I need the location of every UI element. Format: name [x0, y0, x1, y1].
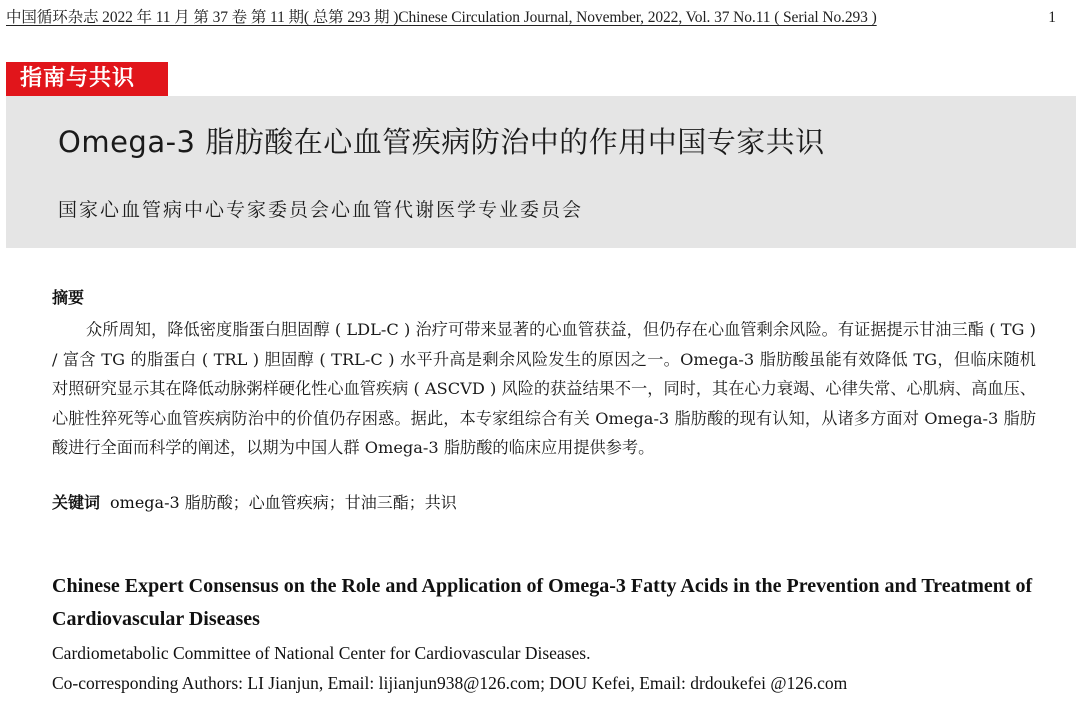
abstract-body: 众所周知，降低密度脂蛋白胆固醇 ( LDL-C ) 治疗可带来显著的心血管获益，但仍存在心血管剩余风险。有证据提示甘油三酯 ( TG ) / 富含 TG 的脂蛋白 ( TRL ) 胆固醇 ( TRL-C ) 水平升高是剩余风险发生的原因之一。Omega-3 脂肪酸虽能有效降低 TG，但临床随机对照研究显示其在降低动脉粥样硬化性心血管疾病 ( ASCVD ) 风险的获益结果不一，同时，其在心力衰竭、心律失常、心肌病、高血压、心脏性猝死等心血管疾病防治中的价值仍存困惑。据此，本专家组综合有关 Omega-3 脂肪酸的现有认知，从诸多方面对 Omega-3 脂肪酸进行全面而科学的阐述，以期为中国人群 Omega-3 脂肪酸的临床应用提供参考。 [52, 320, 1036, 457]
article-title-cn: Omega-3 脂肪酸在心血管疾病防治中的作用中国专家共识 [58, 125, 825, 159]
corresponding-authors-en: Co-corresponding Authors: LI Jianjun, Email: lijianjun938@126.com; DOU Kefei, Email: drdoukefei @126.com [52, 673, 848, 693]
column-tag: 指南与共识 [6, 62, 168, 96]
authors-cn: 国家心血管病中心专家委员会心血管代谢医学专业委员会 [58, 199, 584, 221]
running-header [6, 7, 1074, 31]
keywords-line [52, 490, 1036, 516]
article-title-en: Chinese Expert Consensus on the Role and Application of Omega-3 Fatty Acids in the Prevention and Treatment of Cardiovascular Diseases [52, 575, 1033, 630]
keywords-value: omega-3 脂肪酸；心血管疾病；甘油三酯；共识 [110, 493, 457, 512]
title-band [6, 96, 1076, 248]
affiliation-en: Cardiometabolic Committee of National Center for Cardiovascular Diseases. [52, 643, 591, 663]
keywords-label: 关键词 [52, 493, 101, 512]
abstract-heading: 摘要 [52, 288, 85, 307]
journal-header-text: 中国循环杂志 2022 年 11 月 第 37 卷 第 11 期( 总第 293 期 )Chinese Circulation Journal, November, 2022, Vol. 37 No.11 ( Serial No.293 ) [6, 9, 877, 26]
page-number: 1 [1048, 9, 1056, 26]
